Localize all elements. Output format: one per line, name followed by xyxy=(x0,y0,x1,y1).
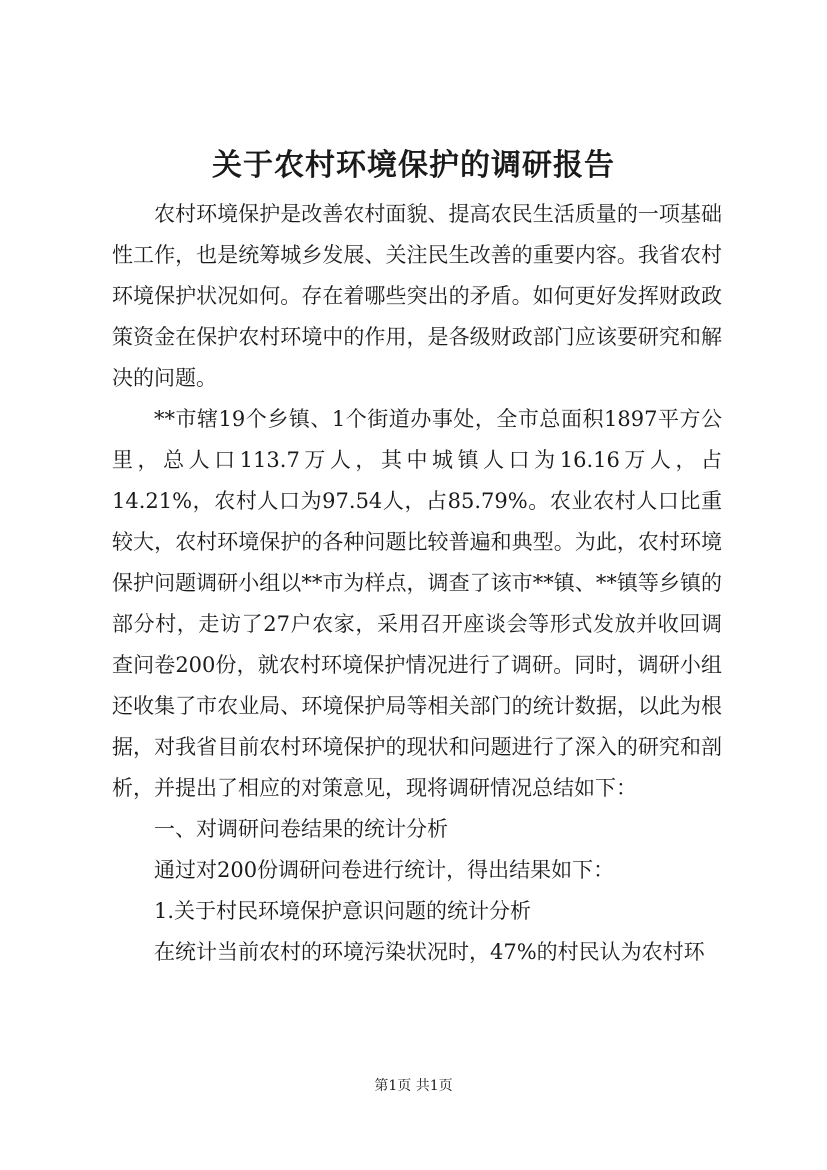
section-intro: 通过对200份调研问卷进行统计，得出结果如下： xyxy=(154,858,615,882)
document-body xyxy=(112,194,722,973)
subsection-heading: 1.关于村民环境保护意识问题的统计分析 xyxy=(154,899,532,923)
intro-paragraph: 农村环境保护是改善农村面貌、提高农民生活质量的一项基础性工作，也是统筹城乡发展、关注民生改善的重要内容。我省农村环境保护状况如何。存在着哪些突出的矛盾。如何更好发挥财政政策资金在保护农村环境中的作用，是各级财政部门应该要研究和解决的问题。 xyxy=(112,202,722,390)
background-paragraph: **市辖19个乡镇、1个街道办事处，全市总面积1897平方公里，总人口113.7万人，其中城镇人口为16.16万人，占14.21%，农村人口为97.54人，占85.79%。农业农村人口比重较大，农村环境保护的各种问题比较普遍和典型。为此，农村环境保护问题调研小组以**市为样点，调查了该市**镇、**镇等乡镇的部分村，走访了27户农家，采用召开座谈会等形式发放并收回调查问卷200份，就农村环境保护情况进行了调研。同时，调研小组还收集了市农业局、环境保护局等相关部门的统计数据，以此为根据，对我省目前农村环境保护的现状和问题进行了深入的研究和剖析，并提出了相应的对策意见，现将调研情况总结如下： xyxy=(112,407,722,800)
section-heading: 一、对调研问卷结果的统计分析 xyxy=(154,817,448,841)
subsection-text: 在统计当前农村的环境污染状况时，47%的村民认为农村环 xyxy=(154,940,705,964)
page-number-footer: 第1页 共1页 xyxy=(374,1078,453,1094)
page-title: 关于农村环境保护的调研报告 xyxy=(212,148,615,183)
